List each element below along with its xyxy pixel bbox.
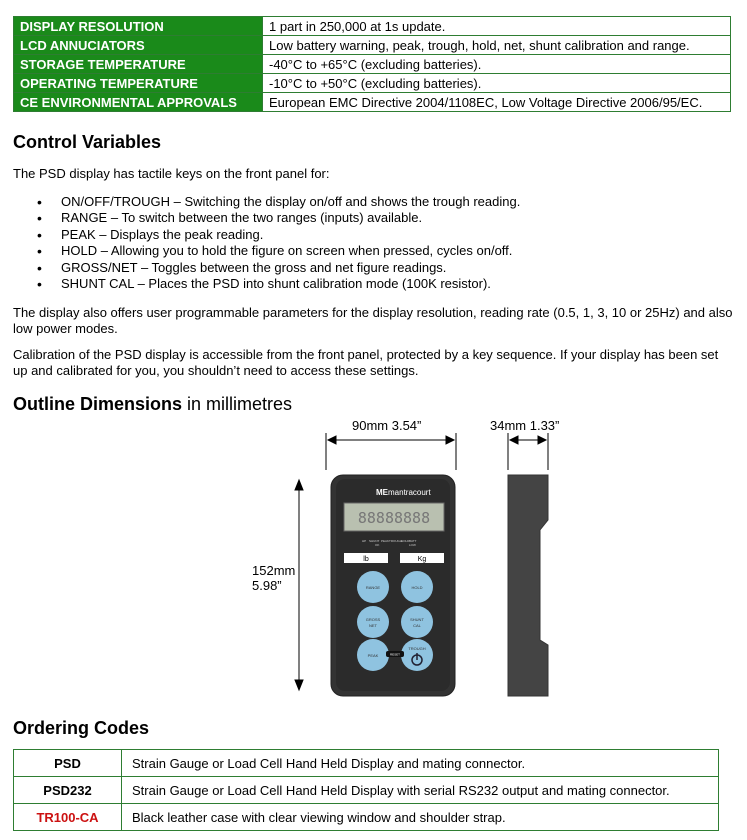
- control-intro: The PSD display has tactile keys on the front panel for:: [13, 166, 330, 181]
- list-item: • ON/OFF/TROUGH – Switching the display on/off and shows the trough reading.: [13, 194, 520, 210]
- svg-text:HOLD: HOLD: [401, 539, 410, 543]
- svg-text:TROUGH: TROUGH: [389, 539, 402, 543]
- control-para-2: Calibration of the PSD display is accessible from the front panel, protected by a key sequence. If your display has been set up and calibrated for you, you shouldn’t need to access these settings.: [13, 347, 719, 378]
- spec-key: STORAGE TEMPERATURE: [14, 55, 263, 74]
- outline-heading-bold: Outline Dimensions: [13, 394, 183, 414]
- spec-key: CE ENVIRONMENTAL APPROVALS: [14, 93, 263, 112]
- table-row: [14, 804, 719, 831]
- shunt-cal-key: [401, 606, 433, 638]
- height-dimension: [295, 480, 303, 690]
- list-item: • SHUNT CAL – Places the PSD into shunt calibration mode (100K resistor).: [13, 276, 520, 292]
- svg-text:RANGE: RANGE: [365, 585, 381, 590]
- spec-key: DISPLAY RESOLUTION: [14, 17, 263, 36]
- width-dimension: [326, 433, 456, 470]
- gross-net-key: [357, 606, 389, 638]
- control-para-1: The display also offers user programmable parameters for the display resolution, reading rate (0.5, 1, 3, 10 or 25Hz) and also low power modes.: [13, 305, 733, 336]
- spec-value: -10°C to +50°C (excluding batteries).: [263, 74, 731, 93]
- range-key: [357, 571, 389, 603]
- order-code: PSD: [14, 750, 122, 777]
- svg-text:PEAK: PEAK: [367, 653, 379, 658]
- height-label-mm: 152mm: [252, 563, 296, 578]
- order-description: Strain Gauge or Load Cell Hand Held Display and mating connector.: [122, 750, 719, 777]
- depth-dimension: [508, 433, 548, 470]
- order-description: Black leather case with clear viewing window and shoulder strap.: [122, 804, 719, 831]
- device-front-view: [331, 475, 455, 696]
- spec-key: LCD ANNUCIATORS: [14, 36, 263, 55]
- list-item: • PEAK – Displays the peak reading.: [13, 227, 520, 243]
- svg-text:SHUNT: SHUNT: [410, 617, 424, 622]
- spec-value: -40°C to +65°C (excluding batteries).: [263, 55, 731, 74]
- svg-text:GROSS: GROSS: [365, 617, 381, 622]
- svg-text:HOLD: HOLD: [411, 585, 423, 590]
- brand-logo: MEmantracourt: [376, 488, 431, 497]
- width-label: 90mm 3.54”: [352, 418, 422, 433]
- device-side-view: [508, 475, 548, 696]
- spec-value: 1 part in 250,000 at 1s update.: [263, 17, 731, 36]
- svg-text:Kg: Kg: [417, 556, 427, 563]
- list-item: • RANGE – To switch between the two ranges (inputs) available.: [13, 210, 520, 226]
- order-code: PSD232: [14, 777, 122, 804]
- svg-text:LOW: LOW: [409, 543, 416, 547]
- svg-text:RESET: RESET: [389, 652, 401, 657]
- svg-text:OK: OK: [375, 543, 380, 547]
- lcd-digits: 88888888: [357, 509, 431, 527]
- depth-label: 34mm 1.33”: [490, 418, 560, 433]
- table-row: [14, 777, 719, 804]
- svg-text:NET: NET: [369, 623, 377, 628]
- hold-key: [401, 571, 433, 603]
- control-heading: Control Variables: [13, 132, 162, 152]
- list-item: • GROSS/NET – Toggles between the gross and net figure readings.: [13, 260, 520, 276]
- order-code: TR100-CA: [14, 804, 122, 831]
- svg-text:SHUNT: SHUNT: [369, 539, 380, 543]
- peak-key: [357, 639, 389, 671]
- spec-key: OPERATING TEMPERATURE: [14, 74, 263, 93]
- order-description: Strain Gauge or Load Cell Hand Held Display with serial RS232 output and mating connector.: [122, 777, 719, 804]
- svg-text:CAL: CAL: [413, 623, 421, 628]
- svg-text:HP: HP: [362, 539, 367, 543]
- svg-text:BATT: BATT: [409, 539, 417, 543]
- outline-heading-rest: in millimetres: [182, 394, 293, 414]
- svg-text:PEAK: PEAK: [381, 539, 390, 543]
- spec-value: European EMC Directive 2004/1108EC, Low Voltage Directive 2006/95/EC.: [263, 93, 731, 112]
- svg-text:lb: lb: [363, 556, 369, 563]
- spec-value: Low battery warning, peak, trough, hold, net, shunt calibration and range.: [263, 36, 731, 55]
- ordering-heading: Ordering Codes: [13, 718, 150, 738]
- table-row: [14, 750, 719, 777]
- svg-text:TROUGH: TROUGH: [408, 646, 426, 651]
- height-label-in: 5.98”: [252, 578, 282, 593]
- list-item: • HOLD – Allowing you to hold the figure on screen when pressed, cycles on/off.: [13, 243, 520, 259]
- ordering-table: [13, 749, 719, 831]
- trough-power-key: [401, 639, 433, 671]
